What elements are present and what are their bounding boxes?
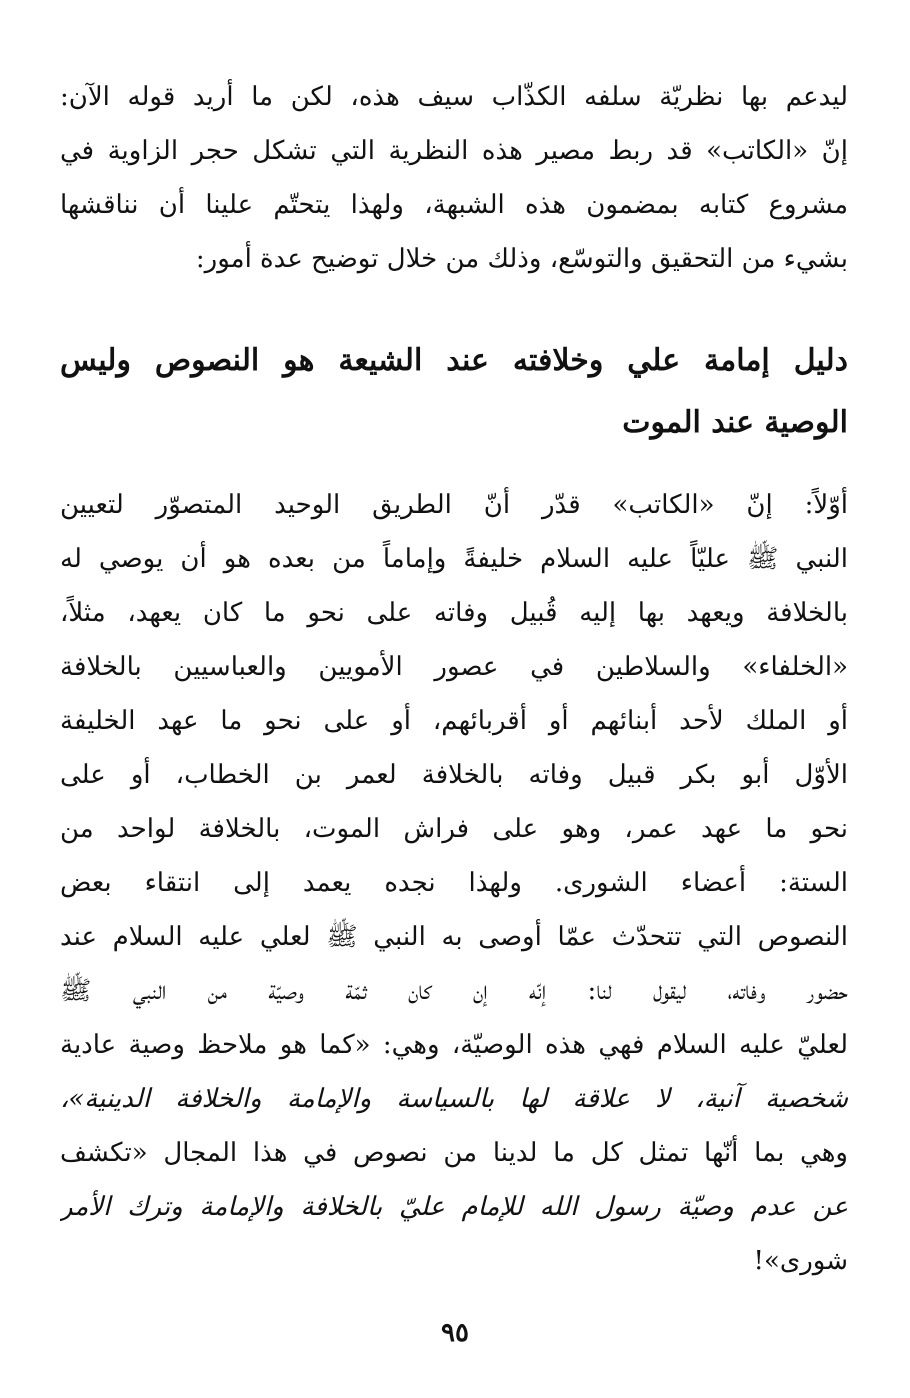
paragraph-line: الستة: أعضاء الشورى. ولهذا نجده يعمد إلى انتقاء بعض bbox=[60, 868, 848, 898]
paragraph-line: أو الملك لأحد أبنائهم أو أقربائهم، أو على نحو ما عهد الخليفة bbox=[60, 706, 848, 736]
paragraph-line: أوّلاً: إنّ «الكاتب» قدّر أنّ الطريق الوحيد المتصوّر لتعيين bbox=[60, 490, 848, 520]
paragraph-line: نحو ما عهد عمر، وهو على فراش الموت، بالخلافة لواحد من bbox=[60, 814, 848, 844]
paragraph-line: بالخلافة ويعهد بها إليه قُبيل وفاته على نحو ما كان يعهد، مثلاً، bbox=[60, 598, 848, 628]
paragraph-line: عن عدم وصيّة رسول الله للإمام عليّ بالخلافة والإمامة وترك الأمر bbox=[60, 1192, 848, 1222]
paragraph-line: الأوّل أبو بكر قبيل وفاته بالخلافة لعمر بن الخطاب، أو على bbox=[60, 760, 848, 790]
paragraph-line: ليدعم بها نظريّة سلفه الكذّاب سيف هذه، لكن ما أريد قوله الآن: bbox=[60, 82, 848, 112]
paragraph-line: وهي بما أنّها تمثل كل ما لدينا من نصوص في هذا المجال «تكشف bbox=[60, 1138, 848, 1168]
section-heading bbox=[60, 330, 848, 454]
intro-paragraph bbox=[60, 70, 848, 286]
paragraph-line: بشيء من التحقيق والتوسّع، وذلك من خلال توضيح عدة أمور: bbox=[195, 244, 848, 274]
paragraph-line: شخصية آنية، لا علاقة لها بالسياسة والإمامة والخلافة الدينية»، bbox=[60, 1084, 848, 1114]
main-paragraph bbox=[60, 478, 848, 1288]
paragraph-line: النصوص التي تتحدّث عمّا أوصى به النبي ﷺ لعلي عليه السلام عند bbox=[60, 922, 848, 952]
paragraph-line: شورى»! bbox=[753, 1246, 848, 1276]
paragraph-line: لعليّ عليه السلام فهي هذه الوصيّة، وهي: «كما هو ملاحظ وصية عادية bbox=[60, 1030, 848, 1060]
heading-line: الوصية عند الموت bbox=[622, 405, 848, 440]
paragraph-line: إنّ «الكاتب» قد ربط مصير هذه النظرية التي تشكل حجر الزاوية في bbox=[60, 136, 848, 166]
page-number: ٩٥ bbox=[441, 1318, 469, 1348]
paragraph-line: «الخلفاء» والسلاطين في عصور الأمويين والعباسيين بالخلافة bbox=[60, 652, 848, 682]
heading-line: دليل إمامة علي وخلافته عند الشيعة هو النصوص وليس bbox=[60, 343, 848, 378]
paragraph-line: مشروع كتابه بمضمون هذه الشبهة، ولهذا يتحتّم علينا أن نناقشها bbox=[60, 190, 848, 220]
paragraph-line: النبي ﷺ عليّاً عليه السلام خليفةً وإماماً من بعده هو أن يوصي له bbox=[60, 544, 848, 574]
paragraph-line: حضور وفاته، ليقول لنا: إنّه إن كان ثمّة وصيّة من النبي ﷺ bbox=[60, 976, 848, 1006]
